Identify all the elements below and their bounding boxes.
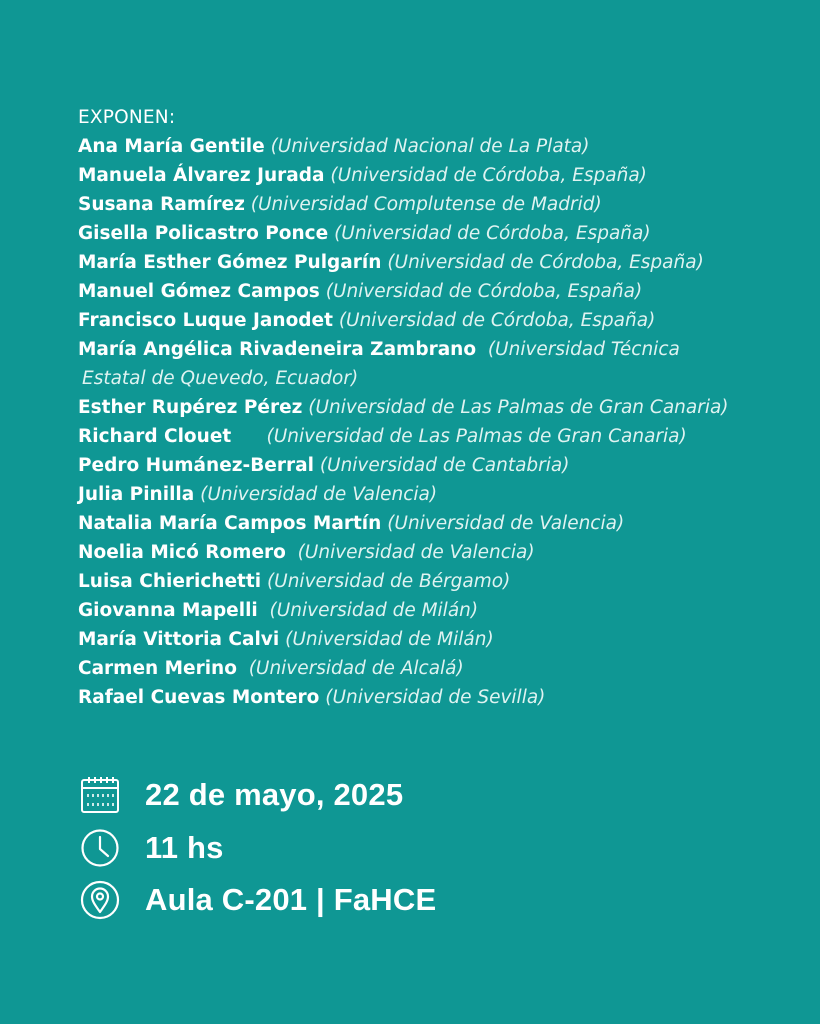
speaker-name: Rafael Cuevas Montero [78, 687, 320, 708]
speaker-institution: (Universidad de Córdoba, España) [387, 252, 704, 273]
speaker-institution: (Universidad de Córdoba, España) [338, 310, 656, 331]
speaker-row [78, 161, 798, 190]
speaker-name: Julia Pinilla [78, 484, 195, 505]
speaker-name: Giovanna Mapelli [78, 600, 258, 621]
speaker-row [78, 567, 798, 596]
speaker-institution: (Universidad Complutense de Madrid) [250, 194, 602, 215]
speaker-institution: (Universidad de Las Palmas de Gran Canaria) [266, 426, 687, 447]
speaker-name: María Angélica Rivadeneira Zambrano [78, 339, 477, 360]
location-pin-icon [80, 880, 120, 920]
speaker-institution-continued: Estatal de Quevedo, Ecuador) [82, 368, 359, 389]
speaker-name: María Esther Gómez Pulgarín [78, 252, 382, 273]
speaker-institution: (Universidad de Córdoba, España) [325, 281, 643, 302]
speaker-institution: (Universidad de Bérgamo) [266, 571, 511, 592]
speaker-name: Susana Ramírez [78, 194, 245, 215]
speaker-row [78, 277, 798, 306]
speaker-name: Manuela Álvarez Jurada [78, 165, 325, 186]
event-date-row [80, 775, 403, 815]
speaker-institution: (Universidad de Las Palmas de Gran Canaria) [308, 397, 729, 418]
event-location: Aula C-201 | FaHCE [145, 882, 437, 917]
speaker-name: Esther Rupérez Pérez [78, 397, 303, 418]
event-time-row [80, 828, 224, 868]
speaker-row [78, 248, 798, 277]
speaker-institution: (Universidad de Milán) [269, 600, 479, 621]
speaker-institution: (Universidad de Córdoba, España) [330, 165, 647, 186]
speaker-row [78, 654, 798, 683]
speaker-institution: (Universidad de Valencia) [387, 513, 625, 534]
speaker-name: Noelia Micó Romero [78, 542, 286, 563]
speaker-name: Manuel Gómez Campos [78, 281, 320, 302]
speaker-row [78, 625, 798, 654]
speaker-row [78, 190, 798, 219]
speaker-institution: (Universidad de Alcalá) [248, 658, 464, 679]
speaker-institution: (Universidad Técnica [487, 339, 680, 360]
speaker-institution: (Universidad de Sevilla) [325, 687, 546, 708]
speaker-row [78, 451, 798, 480]
speaker-institution: (Universidad Nacional de La Plata) [270, 136, 590, 157]
speaker-name: Ana María Gentile [78, 136, 265, 157]
speaker-name: Natalia María Campos Martín [78, 513, 382, 534]
speakers-section [78, 103, 798, 712]
speaker-institution: (Universidad de Valencia) [297, 542, 535, 563]
calendar-icon [80, 775, 120, 815]
speaker-row [78, 596, 798, 625]
speaker-institution: (Universidad de Córdoba, España) [334, 223, 651, 244]
speaker-name: Gisella Policastro Ponce [78, 223, 329, 244]
speaker-row [78, 132, 798, 161]
speaker-row [78, 683, 798, 712]
speaker-institution: (Universidad de Valencia) [200, 484, 438, 505]
speaker-name: Francisco Luque Janodet [78, 310, 333, 331]
speaker-institution: (Universidad de Cantabria) [319, 455, 570, 476]
clock-icon [80, 828, 120, 868]
speaker-row [78, 480, 798, 509]
speaker-name: Carmen Merino [78, 658, 237, 679]
speaker-institution: (Universidad de Milán) [285, 629, 494, 650]
speaker-name: Richard Clouet [78, 426, 232, 447]
speaker-row [78, 422, 798, 451]
speaker-row [78, 219, 798, 248]
speakers-heading: EXPONEN: [78, 107, 176, 128]
event-location-row [80, 880, 436, 920]
speaker-row [78, 538, 798, 567]
speaker-row [78, 509, 798, 538]
speaker-name: Luisa Chierichetti [78, 571, 262, 592]
event-time: 11 hs [145, 830, 224, 865]
speaker-name: María Vittoria Calvi [78, 629, 280, 650]
speaker-name: Pedro Humánez-Berral [78, 455, 314, 476]
speaker-row [78, 335, 798, 393]
speaker-row [78, 393, 798, 422]
speaker-row [78, 306, 798, 335]
event-date: 22 de mayo, 2025 [145, 777, 404, 812]
